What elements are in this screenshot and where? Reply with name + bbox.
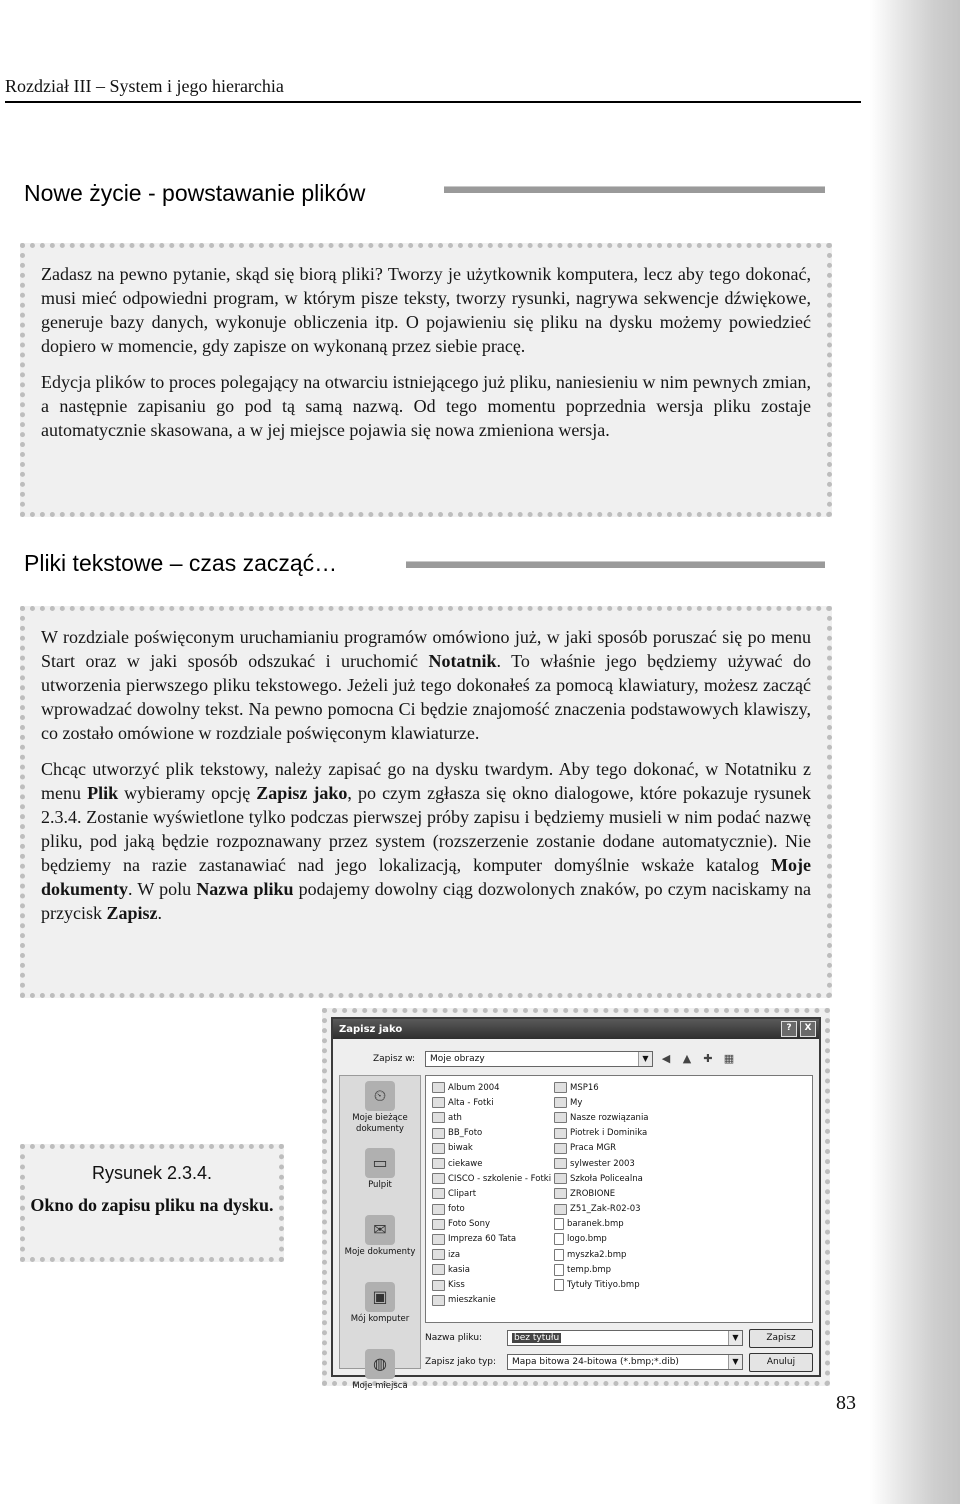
folder-icon bbox=[432, 1280, 445, 1291]
filename-value: bez tytułu bbox=[514, 1333, 560, 1343]
my-documents-icon: ✉ bbox=[365, 1215, 395, 1245]
folder-icon bbox=[554, 1082, 567, 1093]
paragraph bbox=[41, 625, 811, 745]
file-name: kasia bbox=[448, 1264, 470, 1275]
folder-icon bbox=[432, 1295, 445, 1306]
filetype-row bbox=[425, 1353, 813, 1371]
file-list-item[interactable] bbox=[554, 1186, 649, 1201]
place-recent[interactable] bbox=[340, 1081, 420, 1143]
file-list-item[interactable] bbox=[554, 1232, 649, 1247]
file-name: Tytuły Titiyo.bmp bbox=[567, 1280, 640, 1291]
text-run: podajemy dowolny ciąg dozwolonych znaków, po czym naciskamy na przycisk bbox=[41, 879, 811, 923]
file-name: mieszkanie bbox=[448, 1295, 496, 1306]
file-name: Album 2004 bbox=[448, 1082, 500, 1093]
file-icon bbox=[554, 1233, 564, 1245]
folder-icon bbox=[554, 1112, 567, 1123]
file-list-item[interactable] bbox=[432, 1186, 551, 1201]
place-label: Pulpit bbox=[368, 1180, 392, 1190]
file-name: Foto Sony bbox=[448, 1219, 491, 1230]
place-label: Mój komputer bbox=[350, 1314, 410, 1324]
filename-label: Nazwa pliku: bbox=[425, 1333, 483, 1343]
text-run: . To właśnie jego będziemy używać do utworzenia pierwszego pliku tekstowego. Jeżeli już tego dokonałeś za pomocą klawiatury, możesz zacząć wprowadzać dowolny tekst. Na pewno pomocna Ci będzie znajomość znaczenia podstawowych klawiszy, co zostało omówione w rozdziale poświęconym klawiaturze. bbox=[41, 651, 811, 743]
dialog-title: Zapisz jako bbox=[339, 1023, 403, 1035]
folder-icon bbox=[432, 1158, 445, 1169]
file-name: temp.bmp bbox=[567, 1264, 612, 1275]
file-icon bbox=[554, 1218, 564, 1230]
file-name: iza bbox=[448, 1249, 461, 1260]
view-menu-icon[interactable]: ▦ bbox=[723, 1052, 735, 1065]
file-list-item[interactable] bbox=[432, 1217, 551, 1232]
figure-frame bbox=[322, 1008, 830, 1391]
chevron-down-icon: ▼ bbox=[728, 1331, 742, 1345]
bold-term: Notatnik bbox=[428, 651, 497, 671]
file-name: Impreza 60 Tata bbox=[448, 1234, 517, 1245]
dialog-titlebar bbox=[333, 1019, 819, 1039]
title-rule-1 bbox=[444, 186, 825, 193]
folder-icon bbox=[554, 1097, 567, 1108]
file-name: myszka2.bmp bbox=[567, 1249, 627, 1260]
running-head: Rozdział III – System i jego hierarchia bbox=[5, 76, 861, 103]
file-list-item[interactable] bbox=[432, 1171, 551, 1186]
folder-icon bbox=[432, 1219, 445, 1230]
file-name: CISCO - szkolenie - Fotki bbox=[448, 1173, 552, 1184]
bold-term: Moje dokumenty bbox=[41, 855, 811, 899]
dialog-toolbar bbox=[373, 1049, 813, 1069]
folder-icon bbox=[432, 1173, 445, 1184]
file-column-2 bbox=[554, 1080, 649, 1293]
file-name: Kiss bbox=[448, 1280, 465, 1291]
file-icon bbox=[554, 1264, 564, 1276]
file-name: BB_Foto bbox=[448, 1128, 483, 1139]
folder-icon bbox=[554, 1173, 567, 1184]
file-list-item[interactable] bbox=[432, 1277, 551, 1292]
paragraph: Edycja plików to proces polegający na otwarciu istniejącego już pliku, naniesieniu w nim pewnych zmian, a następnie zapisaniu go pod tą samą nazwą. Od tego momentu poprzednia wersja pliku zostaje automatycznie skasowana, a w jej miejsce pojawia się nowa zmieniona wersja. bbox=[41, 372, 811, 440]
file-name: logo.bmp bbox=[567, 1234, 607, 1245]
file-list-item[interactable] bbox=[554, 1156, 649, 1171]
filename-row bbox=[425, 1329, 813, 1347]
chevron-down-icon: ▼ bbox=[638, 1052, 652, 1066]
text-run: . W polu bbox=[128, 879, 197, 899]
file-list-item[interactable] bbox=[554, 1202, 649, 1217]
file-name: baranek.bmp bbox=[567, 1219, 624, 1230]
cancel-button[interactable]: Anuluj bbox=[749, 1353, 813, 1372]
text-run: wybieramy opcję bbox=[118, 783, 257, 803]
file-list-item[interactable] bbox=[554, 1126, 649, 1141]
bold-term: Nazwa pliku bbox=[196, 879, 294, 899]
places-bar bbox=[339, 1075, 421, 1391]
file-name: ciekawe bbox=[448, 1158, 483, 1169]
folder-icon bbox=[432, 1188, 445, 1199]
folder-icon bbox=[432, 1128, 445, 1139]
file-name: Alta - Fotki bbox=[448, 1097, 494, 1108]
file-name: Szkoła Policealna bbox=[570, 1173, 643, 1184]
up-folder-icon[interactable]: ▲ bbox=[682, 1052, 692, 1065]
save-as-dialog bbox=[331, 1017, 821, 1391]
file-list-item[interactable] bbox=[554, 1095, 649, 1110]
file-list-item[interactable] bbox=[432, 1095, 551, 1110]
place-network[interactable] bbox=[340, 1349, 420, 1411]
folder-icon bbox=[432, 1204, 445, 1215]
file-list-item[interactable] bbox=[554, 1171, 649, 1186]
section-1-box bbox=[20, 243, 832, 517]
file-name: Clipart bbox=[448, 1188, 477, 1199]
section-title-2: Pliki tekstowe – czas zacząć… bbox=[24, 550, 338, 576]
file-list-item[interactable] bbox=[554, 1217, 649, 1232]
file-list-item[interactable] bbox=[554, 1110, 649, 1125]
file-name: MSP16 bbox=[570, 1082, 599, 1093]
file-name: ZROBIONE bbox=[570, 1188, 616, 1199]
place-label: Moje miejsca bbox=[352, 1381, 408, 1391]
file-list-item[interactable] bbox=[432, 1080, 551, 1095]
folder-icon bbox=[432, 1234, 445, 1245]
back-icon[interactable]: ◀ bbox=[661, 1052, 671, 1065]
place-label: Moje dokumenty bbox=[344, 1247, 416, 1257]
file-icon bbox=[554, 1279, 564, 1291]
bold-term: Zapisz jako bbox=[256, 783, 348, 803]
place-desktop[interactable] bbox=[340, 1148, 420, 1210]
folder-icon bbox=[554, 1204, 567, 1215]
recent-documents-icon: ⏲ bbox=[365, 1081, 395, 1111]
place-my-documents[interactable] bbox=[340, 1215, 420, 1277]
folder-icon bbox=[554, 1158, 567, 1169]
figure-caption-box bbox=[20, 1144, 284, 1262]
folder-icon bbox=[432, 1249, 445, 1260]
close-button[interactable]: X bbox=[800, 1021, 816, 1037]
paragraph bbox=[41, 757, 811, 925]
save-in-label: Zapisz w: bbox=[373, 1054, 416, 1064]
folder-icon bbox=[432, 1082, 445, 1093]
figure-caption: Okno do zapisu pliku na dysku. bbox=[30, 1195, 274, 1215]
file-list-item[interactable] bbox=[432, 1293, 551, 1308]
filetype-value: Mapa bitowa 24-bitowa (*.bmp;*.dib) bbox=[512, 1357, 679, 1367]
place-my-computer[interactable] bbox=[340, 1282, 420, 1344]
text-run: W rozdziale poświęconym uruchamianiu programów omówiono już, w jaki sposób poruszać się po menu Start oraz w jaki sposób odszukać i uruchomić bbox=[41, 627, 811, 671]
page-edge-shadow bbox=[870, 0, 960, 1504]
folder-icon bbox=[554, 1128, 567, 1139]
folder-icon bbox=[554, 1188, 567, 1199]
folder-icon bbox=[432, 1264, 445, 1275]
file-list-item[interactable] bbox=[432, 1141, 551, 1156]
new-folder-icon[interactable]: ✚ bbox=[703, 1052, 713, 1065]
text-run: , po czym zgłasza się okno dialogowe, które pokazuje rysunek 2.3.4. Zostanie wyświetlone tylko podczas pierwszej próby zapisu i będziemy musieli w nim podać nazwę pliku, pod jaką będzie rozpoznawany przez system (rozszerzenie zostanie dodane automatycznie). Nie będziemy na razie zastanawiać nad jego lokalizacją, komputer domyślnie wskaże katalog bbox=[41, 783, 811, 875]
file-column-1 bbox=[432, 1080, 551, 1308]
file-list-item[interactable] bbox=[432, 1262, 551, 1277]
help-button[interactable]: ? bbox=[781, 1021, 797, 1037]
file-list-item[interactable] bbox=[554, 1080, 649, 1095]
file-list-item[interactable] bbox=[554, 1247, 649, 1262]
file-name: Piotrek i Dominika bbox=[570, 1128, 648, 1139]
text-run: . bbox=[157, 903, 162, 923]
file-list-item[interactable] bbox=[432, 1126, 551, 1141]
save-in-value: Moje obrazy bbox=[430, 1054, 485, 1064]
file-name: biwak bbox=[448, 1143, 473, 1154]
bold-term: Plik bbox=[87, 783, 119, 803]
folder-icon bbox=[432, 1143, 445, 1154]
filetype-dropdown[interactable] bbox=[507, 1354, 743, 1370]
folder-icon bbox=[432, 1112, 445, 1123]
file-list-item[interactable] bbox=[554, 1262, 649, 1277]
section-2-box bbox=[20, 606, 832, 998]
file-name: Praca MGR bbox=[570, 1143, 617, 1154]
file-list-item[interactable] bbox=[554, 1277, 649, 1292]
title-rule-2 bbox=[406, 561, 825, 568]
chevron-down-icon: ▼ bbox=[728, 1355, 742, 1369]
paragraph: Zadasz na pewno pytanie, skąd się biorą pliki? Tworzy je użytkownik komputera, lecz aby tego dokonać, musi mieć odpowiedni program, w którym pisze teksty, tworzy rysunki, nagrywa sekwencje dźwiękowe, generuje bazy danych, wykonuje obliczenia itp. O pojawieniu się pliku na dysku możemy powiedzieć dopiero w momencie, gdy zapisze on wykonaną przez siebie pracę. bbox=[41, 264, 811, 356]
place-label: Moje bieżące dokumenty bbox=[352, 1113, 408, 1134]
file-name: foto bbox=[448, 1204, 465, 1215]
folder-icon bbox=[554, 1143, 567, 1154]
network-places-icon: ◍ bbox=[365, 1349, 395, 1379]
filename-input[interactable] bbox=[507, 1330, 743, 1346]
file-list-item[interactable] bbox=[432, 1202, 551, 1217]
my-computer-icon: ▣ bbox=[365, 1282, 395, 1312]
file-name: My bbox=[570, 1097, 583, 1108]
file-list-item[interactable] bbox=[432, 1247, 551, 1262]
file-name: Nasze rozwiązania bbox=[570, 1112, 649, 1123]
bold-term: Zapisz bbox=[106, 903, 158, 923]
file-list-item[interactable] bbox=[554, 1141, 649, 1156]
file-icon bbox=[554, 1249, 564, 1261]
file-name: sylwester 2003 bbox=[570, 1158, 635, 1169]
folder-icon bbox=[432, 1097, 445, 1108]
text-run: Chcąc utworzyć plik tekstowy, należy zapisać go na dysku twardym. Aby tego dokonać, w Notatniku z menu bbox=[41, 759, 811, 803]
desktop-icon: ▭ bbox=[365, 1148, 395, 1178]
file-list-item[interactable] bbox=[432, 1232, 551, 1247]
file-name: Z51_Zak-R02-03 bbox=[570, 1204, 641, 1215]
figure-number: Rysunek 2.3.4. bbox=[91, 1163, 213, 1183]
file-name: ath bbox=[448, 1112, 462, 1123]
save-button[interactable]: Zapisz bbox=[749, 1329, 813, 1348]
filetype-label: Zapisz jako typ: bbox=[425, 1357, 497, 1367]
section-title-1: Nowe życie - powstawanie plików bbox=[24, 180, 366, 206]
save-in-dropdown[interactable] bbox=[425, 1051, 653, 1067]
file-list[interactable] bbox=[425, 1075, 813, 1323]
file-list-item[interactable] bbox=[432, 1110, 551, 1125]
page-number: 83 bbox=[836, 1392, 856, 1414]
file-list-item[interactable] bbox=[432, 1156, 551, 1171]
